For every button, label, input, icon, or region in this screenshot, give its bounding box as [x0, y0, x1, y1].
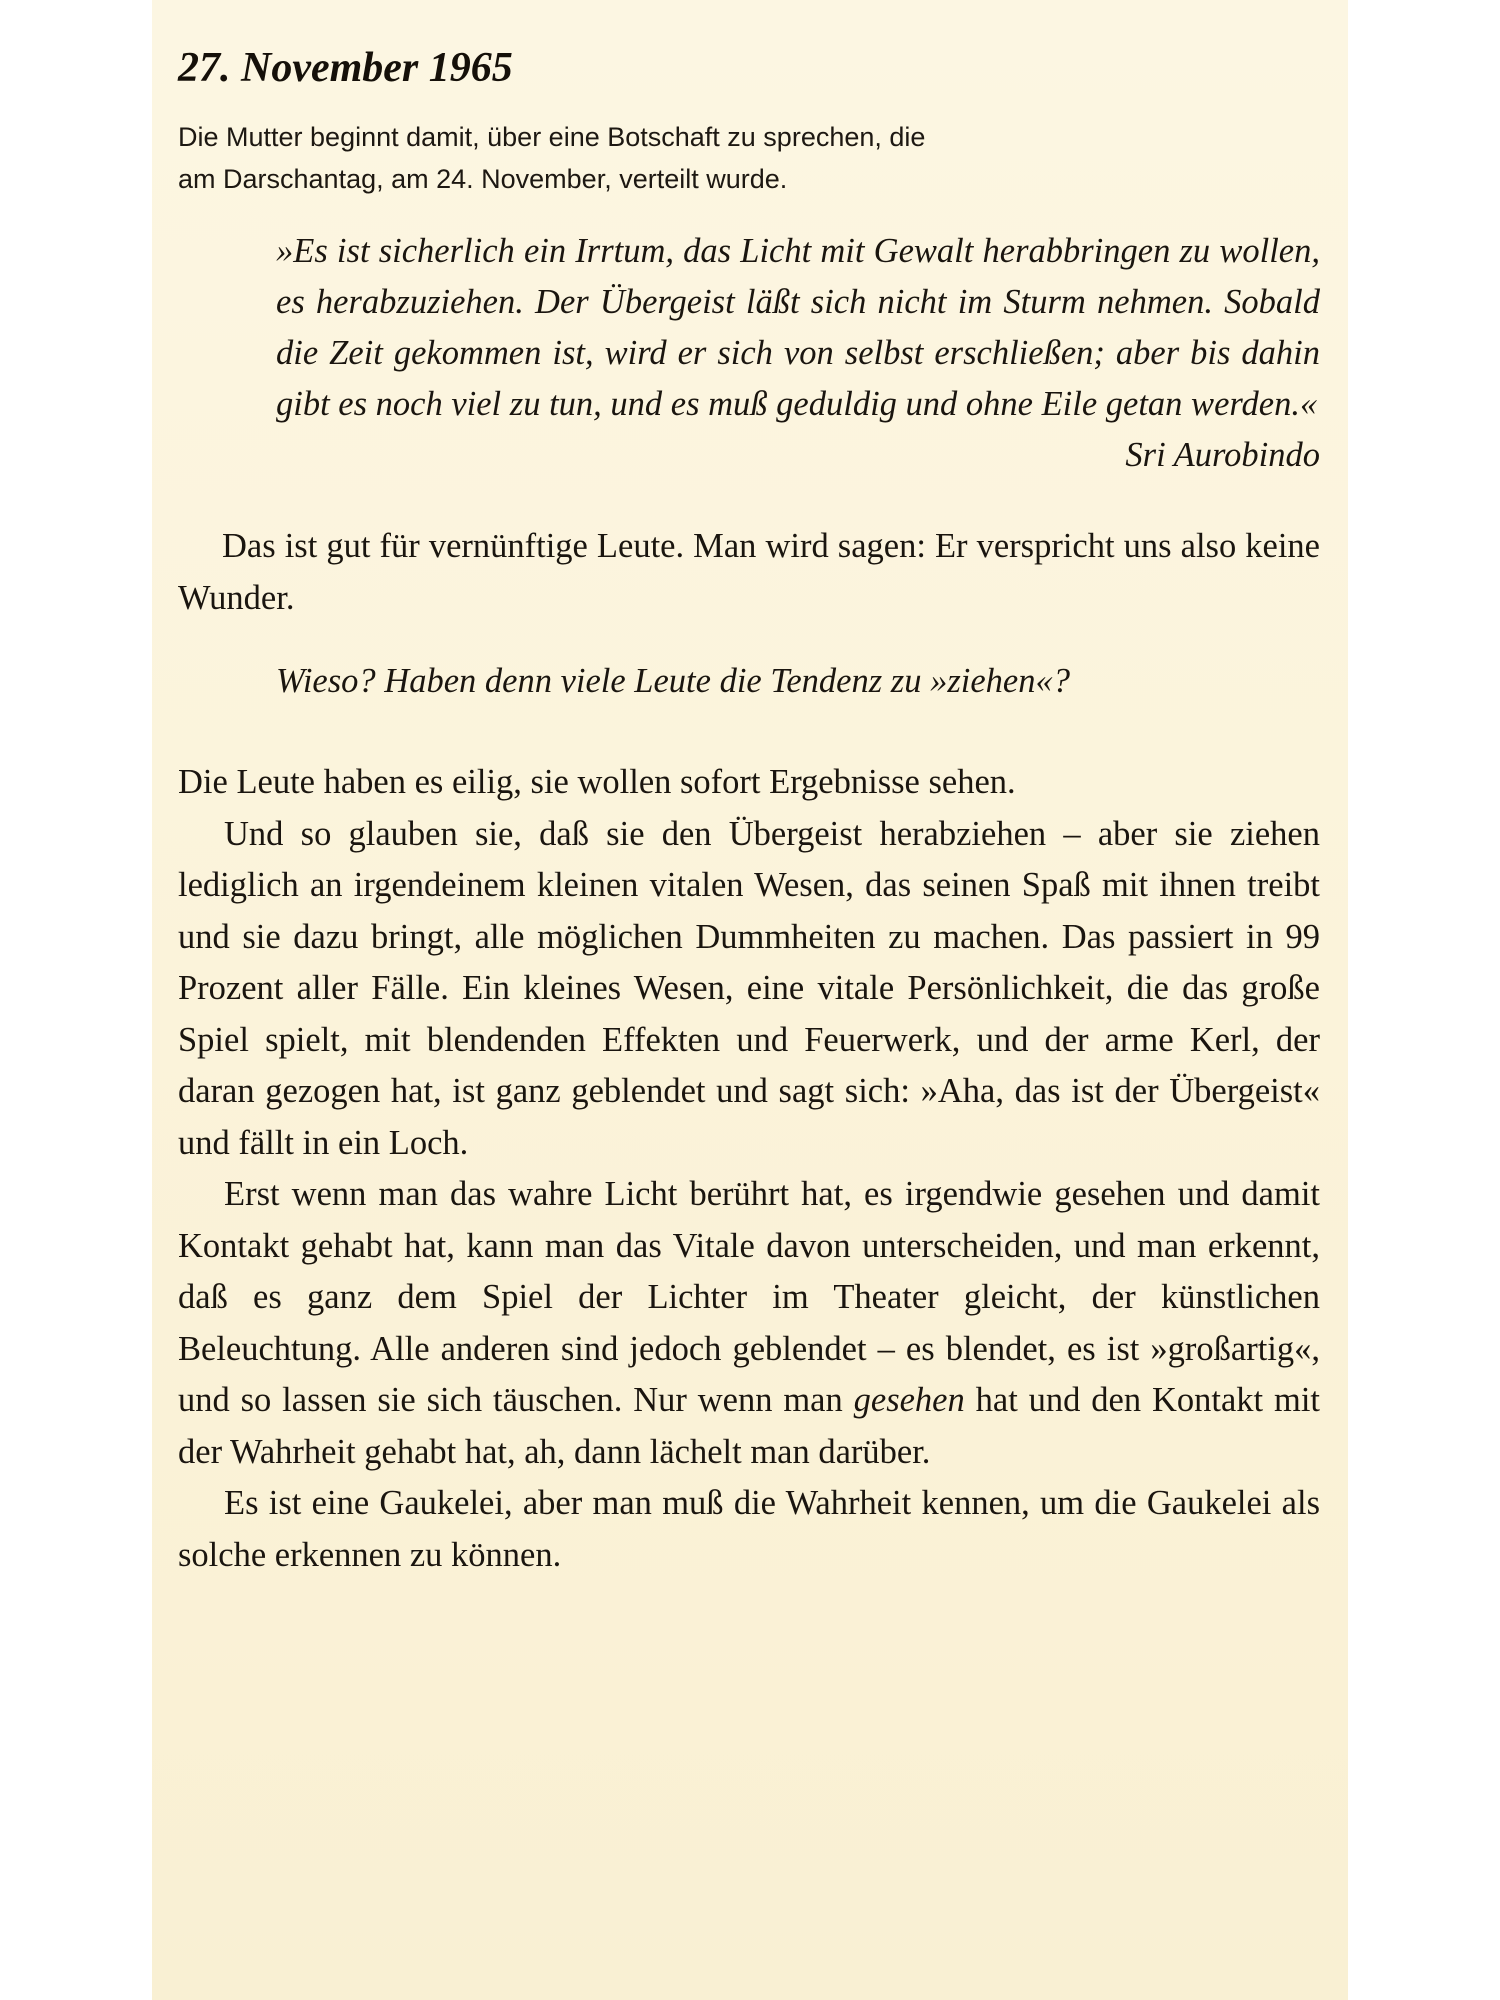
- paragraph-4-end: hat und den Kontakt mit der Wahrheit gehabt hat, ah, dann lächelt man darüber.: [178, 1381, 1320, 1471]
- paragraph-2: Die Leute haben es eilig, sie wollen sofort Ergebnisse sehen.: [178, 763, 1016, 801]
- paragraph-4-start: Erst wenn man das wahre Licht berührt hat, es irgendwie gesehen und damit Kontakt gehabt hat, kann man das Vitale davon unterscheiden, und man erkennt, daß es ganz dem Spiel der Lichter im Theater gleicht, der künstlichen Beleuchtung. Alle anderen sind jedoch geblendet – es blendet, es ist »großartig«, und so lassen sie sich täuschen. Nur wenn man: [178, 1175, 1320, 1419]
- paragraph-4: [178, 1169, 1320, 1478]
- book-page: [152, 0, 1348, 2000]
- paragraph-5: Es ist eine Gaukelei, aber man muß die Wahrheit kennen, um die Gaukelei als solche erkennen zu können.: [178, 1484, 1320, 1574]
- quote-author: Sri Aurobindo: [1125, 436, 1320, 474]
- question-line: Wieso? Haben denn viele Leute die Tendenz zu »ziehen«?: [276, 662, 1070, 700]
- page-content: [178, 38, 1320, 1581]
- entry-date-heading: 27. November 1965: [178, 45, 513, 91]
- paragraph-4-emphasis: gesehen: [853, 1381, 965, 1419]
- aurobindo-quote: »Es ist sicherlich ein Irrtum, das Licht mit Gewalt herabbringen zu wollen, es herabzuziehen. Der Übergeist läßt sich nicht im Sturm nehmen. Sobald die Zeit gekommen ist, wird er sich von selbst erschließen; aber bis dahin gibt es noch viel zu tun, und es muß geduldig und ohne Eile getan werden.«: [276, 232, 1320, 423]
- intro-note: Die Mutter beginnt damit, über eine Botschaft zu sprechen, die am Darschantag, am 24. November, verteilt wurde.: [178, 122, 926, 194]
- paragraph-3: Und so glauben sie, daß sie den Übergeist herabziehen – aber sie ziehen lediglich an irgendeinem kleinen vitalen Wesen, das seinen Spaß mit ihnen treibt und sie dazu bringt, alle möglichen Dummheiten zu machen. Das passiert in 99 Prozent aller Fälle. Ein kleines Wesen, eine vitale Persönlichkeit, die das große Spiel spielt, mit blendenden Effekten und Feuerwerk, und der arme Kerl, der daran gezogen hat, ist ganz geblendet und sagt sich: »Aha, das ist der Übergeist« und fällt in ein Loch.: [178, 814, 1320, 1162]
- paragraph-1: Das ist gut für vernünftige Leute. Man wird sagen: Er verspricht uns also keine Wunder.: [178, 527, 1320, 617]
